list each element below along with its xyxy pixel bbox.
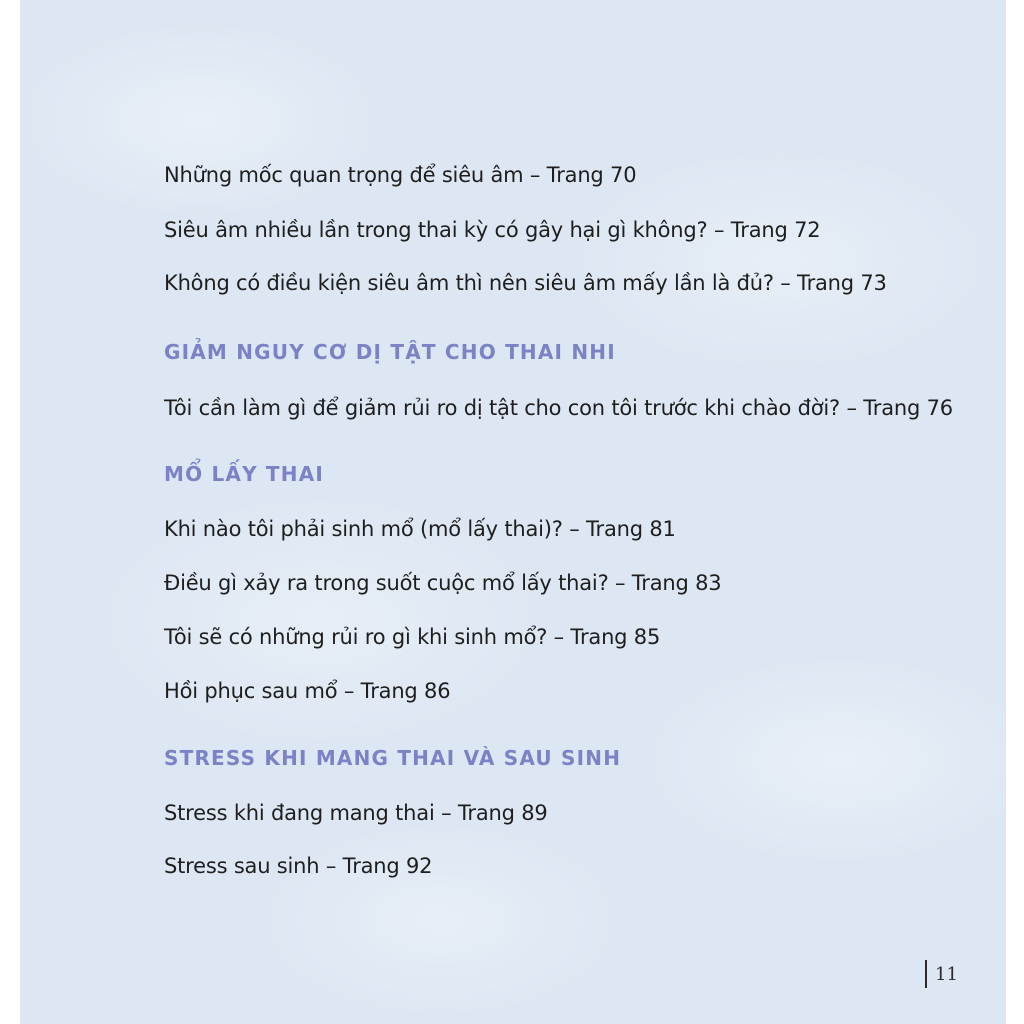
section-heading-3: STRESS KHI MANG THAI VÀ SAU SINH [164,746,622,770]
book-page [20,0,1006,1024]
section-heading-2: MỔ LẤY THAI [164,462,325,486]
toc-entry-1: Những mốc quan trọng để siêu âm – Trang 70 [164,163,637,187]
toc-entry-2: Siêu âm nhiều lần trong thai kỳ có gây hại gì không? – Trang 72 [164,218,821,242]
toc-entry-9: Stress khi đang mang thai – Trang 89 [164,801,548,825]
toc-entry-10: Stress sau sinh – Trang 92 [164,854,433,878]
page-folio [925,960,958,988]
folio-divider [925,960,927,988]
toc-entry-3: Không có điều kiện siêu âm thì nên siêu âm mấy lần là đủ? – Trang 73 [164,271,887,295]
toc-entry-4: Tôi cần làm gì để giảm rủi ro dị tật cho con tôi trước khi chào đời? – Trang 76 [164,396,953,420]
section-heading-1: GIẢM NGUY CƠ DỊ TẬT CHO THAI NHI [164,340,616,364]
toc-entry-7: Tôi sẽ có những rủi ro gì khi sinh mổ? – Trang 85 [164,625,661,649]
toc-entry-6: Điều gì xảy ra trong suốt cuộc mổ lấy thai? – Trang 83 [164,571,722,595]
page-number: 11 [935,963,958,985]
toc-entry-5: Khi nào tôi phải sinh mổ (mổ lấy thai)? – Trang 81 [164,517,676,541]
toc-entry-8: Hồi phục sau mổ – Trang 86 [164,679,451,703]
